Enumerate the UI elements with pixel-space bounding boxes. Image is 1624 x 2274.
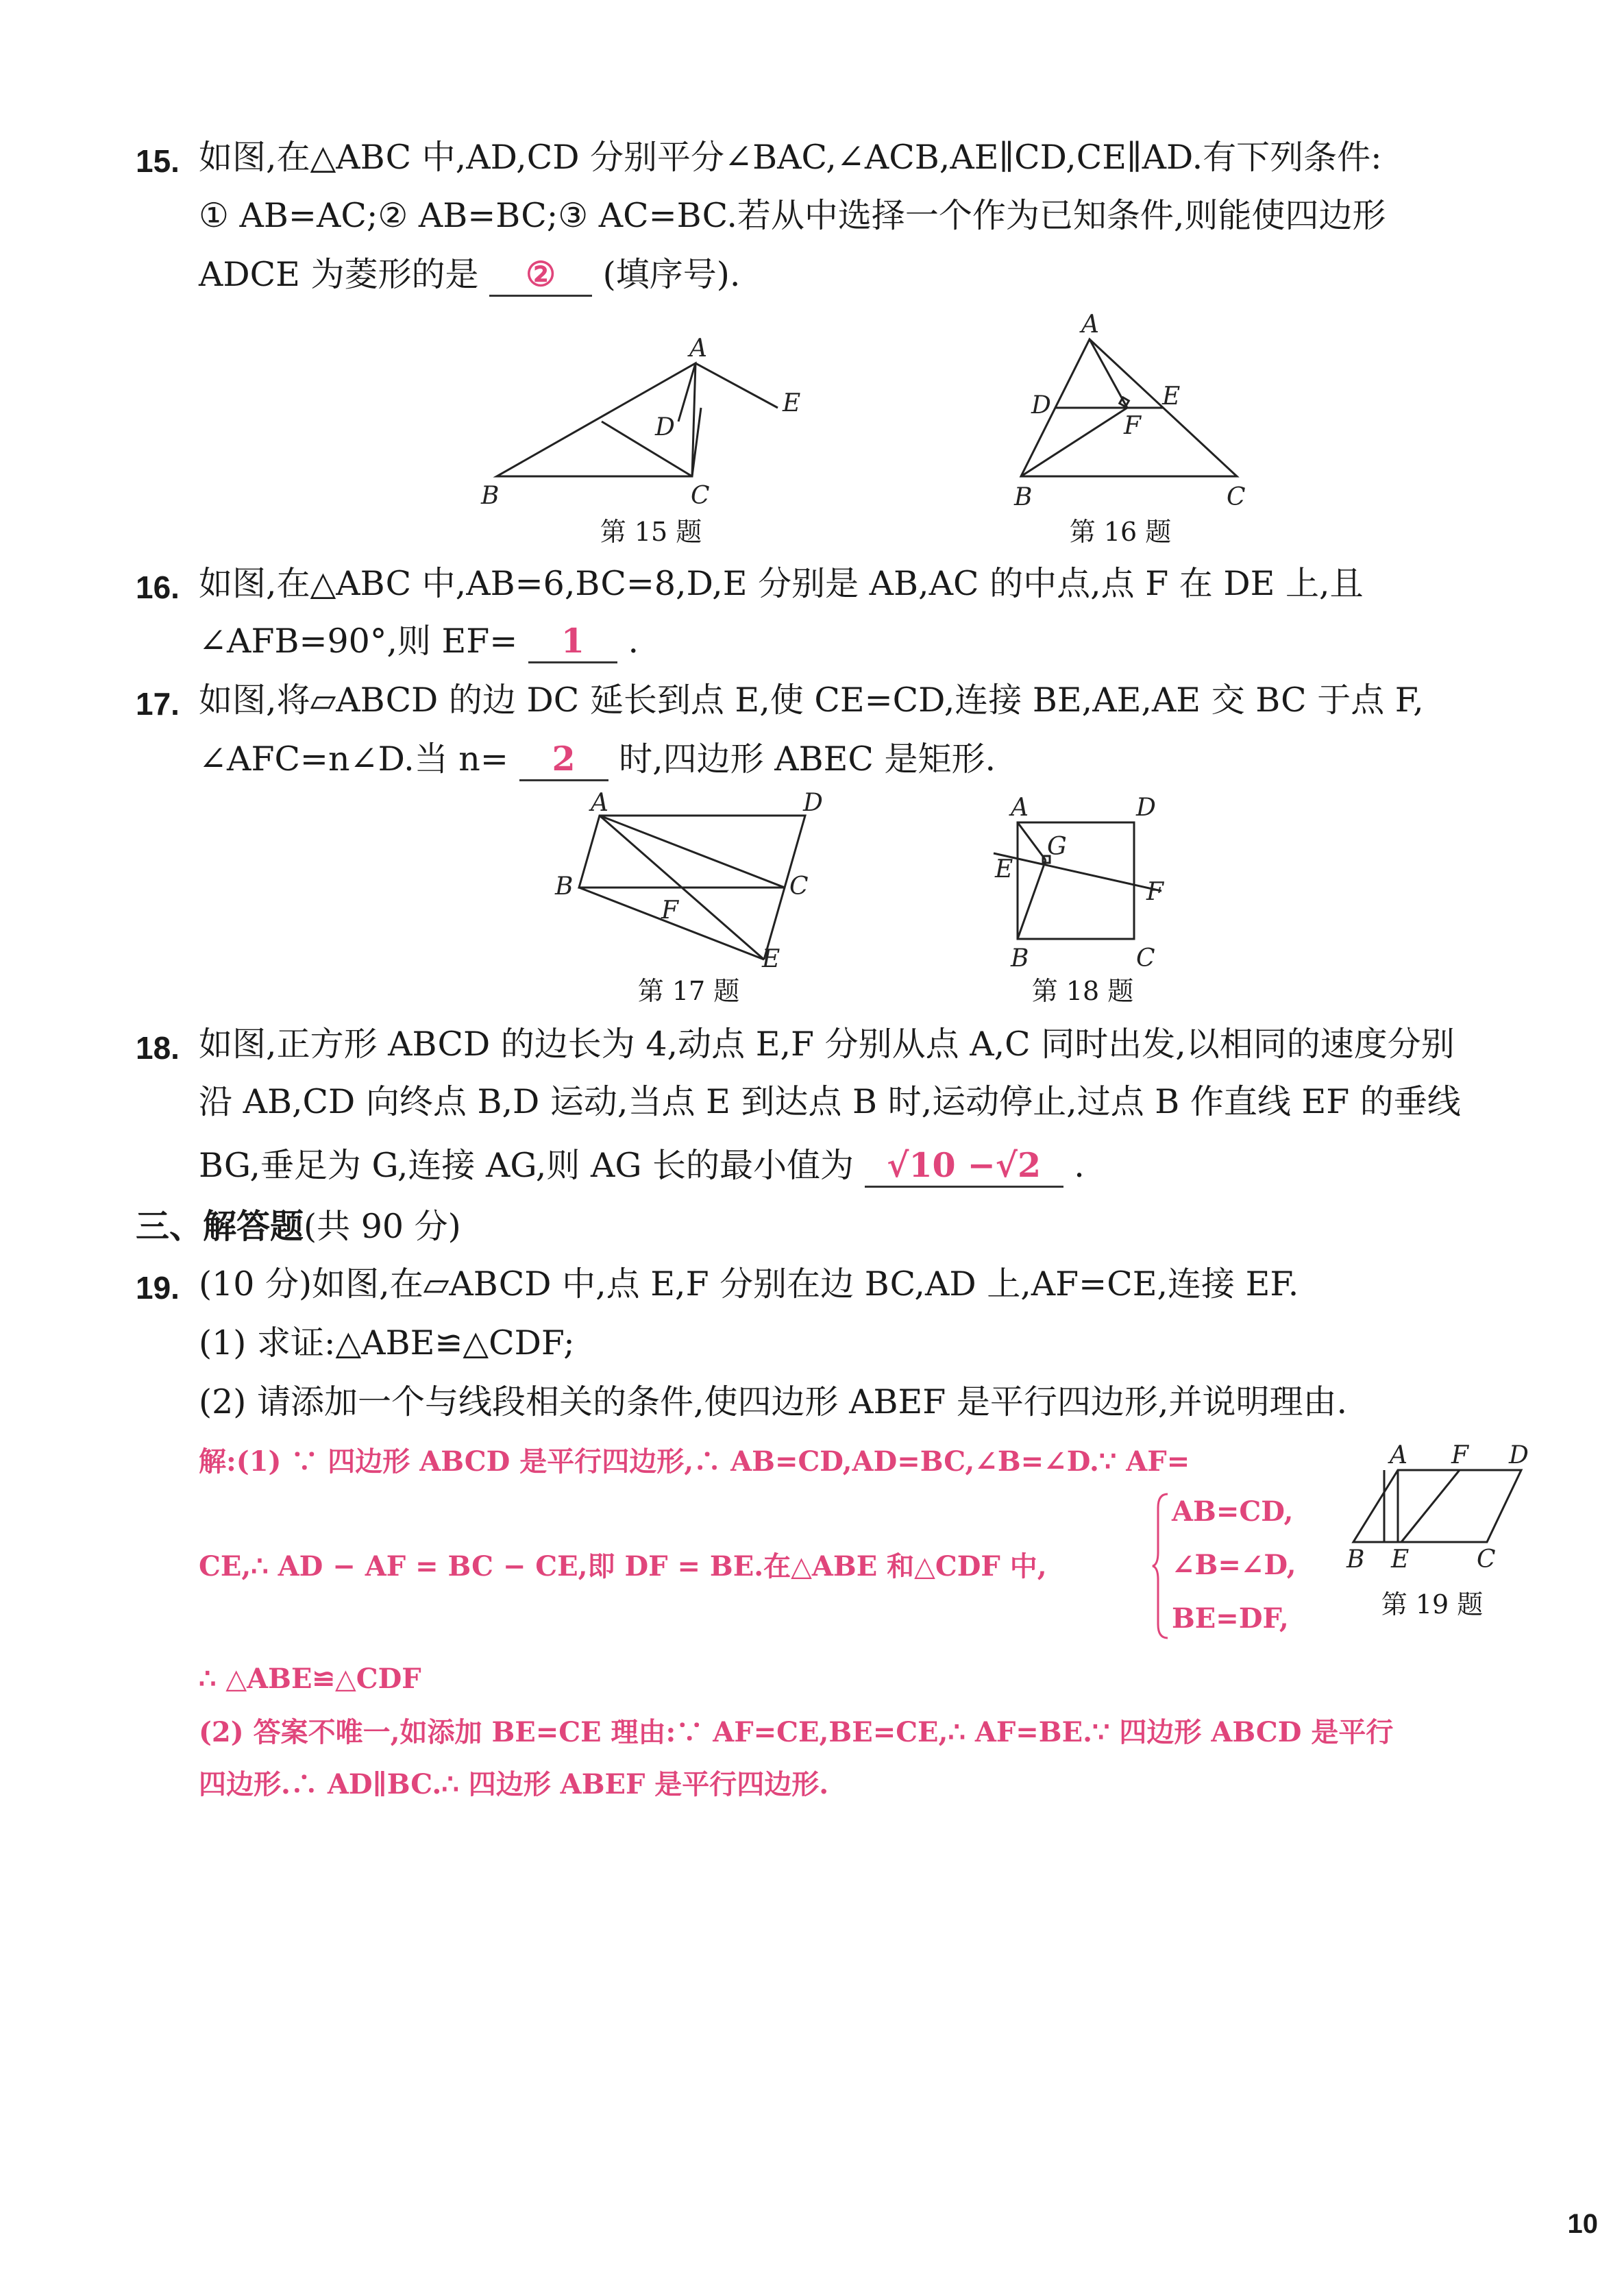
figure-caption: 第 17 题 xyxy=(637,976,740,1006)
question-text: 如图,在△ABC 中,AB=6,BC=8,D,E 分别是 AB,AC 的中点,点 F 在 DE 上,且 xyxy=(199,564,1364,603)
point-label: B xyxy=(1011,944,1029,970)
question-number: 15. xyxy=(136,143,180,179)
figure-caption: 第 16 题 xyxy=(1069,517,1172,547)
figure-caption: 第 18 题 xyxy=(1031,976,1134,1006)
point-label: C xyxy=(691,482,710,510)
point-label: B xyxy=(481,482,500,510)
brace-icon xyxy=(1151,1491,1172,1641)
solution-line: 四边形.∴ AD∥BC.∴ 四边形 ABEF 是平行四边形. xyxy=(199,1768,829,1800)
point-label: F xyxy=(1124,412,1141,440)
point-label: E xyxy=(995,855,1013,883)
question-part-2: (2) 请添加一个与线段相关的条件,使四边形 ABEF 是平行四边形,并说明理由. xyxy=(199,1382,1348,1421)
solution-line: CE,∴ AD − AF = BC − CE,即 DF = BE.在△ABE 和△CDF 中, xyxy=(199,1550,1047,1582)
question-text: 如图,正方形 ABCD 的边长为 4,动点 E,F 分别从点 A,C 同时出发,以相同的速度分别 xyxy=(199,1025,1455,1064)
point-label: C xyxy=(1136,944,1155,970)
question-text: ∠AFB=90°,则 EF= 1 . xyxy=(199,620,639,663)
question-text: 沿 AB,CD 向终点 B,D 运动,当点 E 到达点 B 时,运动停止,过点 B 作直线 EF 的垂线 xyxy=(199,1082,1461,1121)
brace-line: AB=CD, xyxy=(1172,1495,1294,1528)
brace-line: BE=DF, xyxy=(1172,1602,1289,1635)
point-label: E xyxy=(762,945,780,970)
point-label: A xyxy=(1081,312,1099,339)
point-label: E xyxy=(783,389,801,417)
point-label: D xyxy=(655,413,675,441)
figure-17 xyxy=(548,792,850,970)
brace-line: ∠B=∠D, xyxy=(1172,1549,1296,1581)
answer-blank: 1 xyxy=(528,620,617,663)
point-label: B xyxy=(555,872,574,901)
point-label: D xyxy=(803,792,823,817)
question-text: ADCE 为菱形的是 ② (填序号). xyxy=(199,254,740,297)
question-text: 如图,在△ABC 中,AD,CD 分别平分∠BAC,∠ACB,AE∥CD,CE∥AD.有下列条件: xyxy=(199,138,1382,177)
point-label: D xyxy=(1031,391,1051,419)
section-heading: 三、解答题(共 90 分) xyxy=(136,1207,461,1246)
point-label: D xyxy=(1509,1441,1529,1469)
answer-blank: ② xyxy=(489,254,592,297)
point-label: A xyxy=(1011,794,1029,822)
question-number: 18. xyxy=(136,1030,180,1066)
question-text: BG,垂足为 G,连接 AG,则 AG 长的最小值为 √10 −√2 . xyxy=(199,1145,1085,1188)
point-label: F xyxy=(1146,878,1164,906)
question-number: 19. xyxy=(136,1270,180,1306)
point-label: C xyxy=(1477,1545,1496,1573)
answer-blank: √10 −√2 xyxy=(865,1145,1063,1188)
point-label: D xyxy=(1136,794,1156,822)
point-label: E xyxy=(1391,1545,1410,1573)
figure-16 xyxy=(1000,312,1261,511)
question-text: ① AB=AC;② AB=BC;③ AC=BC.若从中选择一个作为已知条件,则能使四边形 xyxy=(199,196,1386,235)
point-label: A xyxy=(689,334,707,363)
figure-15 xyxy=(473,332,829,511)
solution-line: (2) 答案不唯一,如添加 BE=CE 理由:∵ AF=CE,BE=CE,∴ AF=BE.∵ 四边形 ABCD 是平行 xyxy=(199,1716,1394,1748)
point-label: A xyxy=(1390,1441,1407,1469)
point-label: G xyxy=(1047,833,1067,861)
point-label: B xyxy=(1346,1545,1365,1573)
point-label: F xyxy=(1451,1441,1468,1469)
question-text: 如图,将▱ABCD 的边 DC 延长到点 E,使 CE=CD,连接 BE,AE,AE 交 BC 于点 F, xyxy=(199,681,1424,720)
figure-caption: 第 19 题 xyxy=(1381,1589,1484,1619)
point-label: F xyxy=(661,896,678,925)
point-label: C xyxy=(1227,483,1246,511)
page-number: 10 xyxy=(1567,2209,1598,2239)
question-text: ∠AFC=n∠D.当 n= 2 时,四边形 ABEC 是矩形. xyxy=(199,738,996,781)
question-number: 16. xyxy=(136,570,180,605)
point-label: A xyxy=(591,792,608,817)
solution-line: ∴ △ABE≌△CDF xyxy=(199,1663,421,1695)
point-label: C xyxy=(789,872,809,901)
point-label: E xyxy=(1162,382,1181,411)
solution-line: 解:(1) ∵ 四边形 ABCD 是平行四边形,∴ AB=CD,AD=BC,∠B=∠D.∵ AF= xyxy=(199,1445,1190,1478)
point-label: B xyxy=(1014,483,1033,511)
question-part-1: (1) 求证:△ABE≌△CDF; xyxy=(199,1323,575,1362)
question-number: 17. xyxy=(136,686,180,722)
figure-19 xyxy=(1336,1436,1535,1573)
answer-blank: 2 xyxy=(519,738,608,781)
figure-caption: 第 15 题 xyxy=(600,517,702,547)
figure-18 xyxy=(987,792,1185,970)
question-text: (10 分)如图,在▱ABCD 中,点 E,F 分别在边 BC,AD 上,AF=CE,连接 EF. xyxy=(199,1264,1299,1304)
